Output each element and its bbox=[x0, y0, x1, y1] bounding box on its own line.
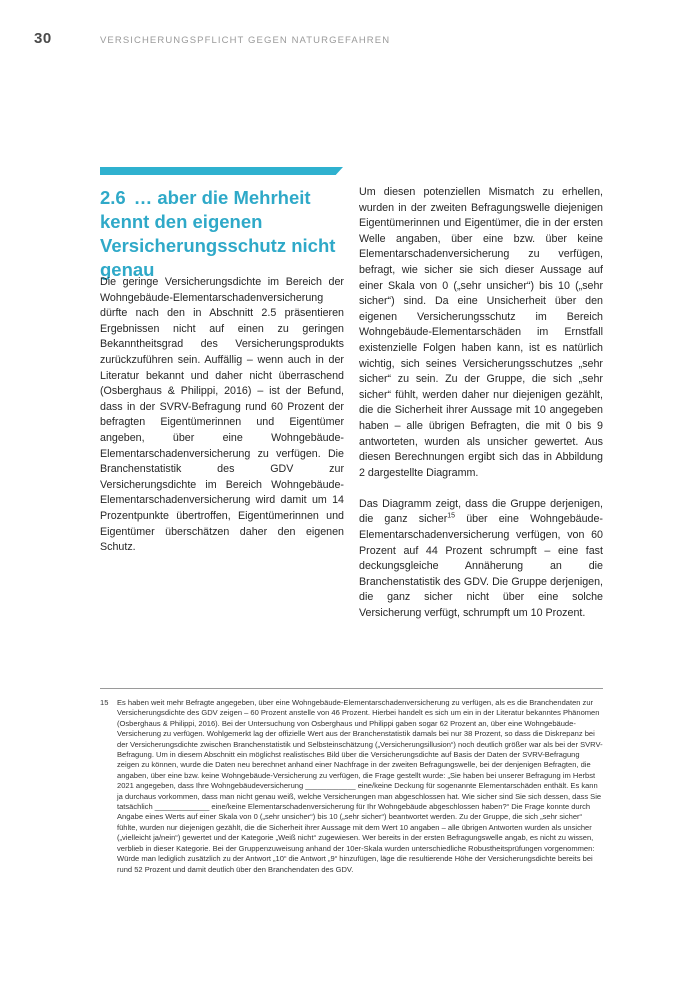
section-title: … aber die Mehrheit kennt den eigenen Versicherungsschutz nicht genau bbox=[100, 187, 336, 280]
footnote-divider bbox=[100, 688, 603, 689]
page-number: 30 bbox=[34, 30, 52, 47]
running-header: VERSICHERUNGSPFLICHT GEGEN NATURGEFAHREN bbox=[100, 35, 391, 46]
footnote-text: Es haben weit mehr Befragte angegeben, über eine Wohngebäude-Elementarschadenversicherung zu verfügen, als es die Branchendaten zur Versicherungsdichte des GDV zeigen – 60 Prozent anstelle von 46 Prozent. Hierbei handelt es sich um ein in der Literatur bekanntes Phänomen (Osberghaus & Philippi, 2016). Bei der Untersuchung von Osberghaus und Philippi gaben sogar 62 Prozent an, über eine Wohngebäude-Versicherung zu verfügen. Wohlgemerkt lag der offizielle Wert aus der Branchenstatistik damals bei nur 38 Prozent, so dass die Diskrepanz bei der Versicherungsdichte zwischen Branchenstatistik und Selbsteinschätzung („Versicherungsillusion“) noch deutlich größer war als bei der SVRV-Befragung. Um in diesem Abschnitt ein möglichst realistisches Bild über die Versicherungsdichte auf Basis der Daten der SVRV-Befragung zeigen zu können, wurde die Daten neu berechnet anhand einer Nachfrage in der zweiten Befragungswelle, bei der denjenigen Befragten, die angaben, über eine bzw. keine Wohngebäude-Versicherung zu verfügen, die Frage gestellt wurde: „Sie haben bei unserer Befragung im Herbst 2021 angegeben, dass Ihre Wohngebäudeversicherung ____________ eine/keine Deckung für sogenannte Elementarschäden enthält. Es kann ja durchaus vorkommen, dass man nicht genau weiß, welche Versicherungen man abgeschlossen hat. Wie sicher sind Sie sich dessen, dass Sie tatsächlich _____________ eine/keine Elementarschadenversicherung für Ihr Wohngebäude abgeschlossen haben?“ Die Frage konnte durch Angabe eines Werts auf einer Skala von 0 („sehr unsicher“) bis 10 („sehr sicher“) beantwortet werden. Zu der Gruppe, die sich „sehr sicher“ fühlte, wurden nur diejenigen gezählt, die die Sicherheit ihrer Aussage mit dem Wert 10 angaben – alle übrigen Antworten wurden als unsicher („vielleicht ja/nein“) gewertet und der Kategorie „Weiß nicht“ zugewiesen. Wer bereits in der ersten Befragungswelle angab, es nicht zu wissen, verblieb in dieser Kategorie. Bei der Gruppenzuweisung anhand der 10er-Skala wurden unterschiedliche Robustheitsprüfungen vorgenommen: Würde man lediglich zusätzlich zu der Antwort „10“ die Antwort „9“ hinzufügen, läge die resultierende Höhe der Versicherungsdichte bereits bei rund 52 Prozent und damit deutlich über den Branchendaten des GDV. bbox=[117, 698, 603, 874]
right-paragraph-1: Um diesen potenziellen Mismatch zu erhellen, wurden in der zweiten Befragungswelle diejenigen Eigentümerinnen und Eigentümer, die in der ersten Welle angaben, über eine bzw. über keine Elementarschadenversicherung zu verfügen, befragt, wie sicher sie sich dieser Aussage auf einer Skala von 0 („sehr unsicher“) bis 10 („sehr sicher“) sind. Da eine Unsicherheit über den eigenen Versicherungsschutz im Bereich Wohngebäude-Elementarschäden im Ernstfall existenzielle Folgen haben kann, ist es natürlich wichtig, sich seines Versicherungsschutzes „sehr sicher“ zu sein. Zu der Gruppe, die sich „sehr sicher“ fühlt, werden daher nur diejenigen gezählt, die die Sicherheit ihrer Aussage mit 10 angegeben haben – alle übrigen Befragten, die mit 0 bis 9 antworteten, wurden als unsicher gewertet. Aus diesen Berechnungen ergibt sich das in Abbildung 2 dargestellte Diagramm. bbox=[359, 186, 603, 479]
section-accent-bar bbox=[100, 167, 343, 175]
footnote-reference[interactable]: 15 bbox=[447, 512, 456, 520]
footnote-number: 15 bbox=[100, 698, 109, 707]
left-paragraph-1: Die geringe Versicherungsdichte im Bereich der Wohngebäude-Elementarschadenversicherung dürfte nach den in Abschnitt 2.5 präsentieren Ergebnissen nicht auf einen zu geringen Bekanntheitsgrad des Versicherungsprodukts zurückzuführen sein. Auffällig – wenn auch in der Literatur bekannt und daher nicht überraschend (Osberghaus & Philippi, 2016) – ist der Befund, dass in der SVRV-Befragung rund 60 Prozent der befragten Eigentümerinnen und Eigentümer angeben, über eine Wohngebäude-Elementarschadenversicherung zu verfügen. Die Branchenstatistik des GDV zur Versicherungsdichte im Bereich Wohngebäude-Elementarschadenversicherung wird damit um 14 Prozentpunkte übertroffen, Eigentümerinnen und Eigentümer überschätzen daher den eigenen Schutz. bbox=[100, 276, 344, 554]
right-paragraph-2 bbox=[359, 497, 603, 622]
right-column bbox=[359, 185, 603, 637]
right-paragraph-2-before: Das Diagramm zeigt, dass die Gruppe derjenigen, die ganz sicher bbox=[359, 497, 603, 526]
footnote bbox=[100, 698, 603, 875]
left-column bbox=[100, 275, 344, 571]
section-heading bbox=[100, 186, 350, 282]
section-number: 2.6 bbox=[100, 187, 126, 208]
right-paragraph-2-after: über eine Wohngebäude-Elementarschadenversicherung verfügen, von 60 Prozent auf 44 Prozent schrumpft – eine fast deckungsgleiche Annäherung an die Branchenstatistik des GDV. Die Gruppe derjenigen, die ganz sicher nicht über eine solche Versicherung verfügt, schrumpft um 10 Prozent. bbox=[359, 513, 603, 620]
